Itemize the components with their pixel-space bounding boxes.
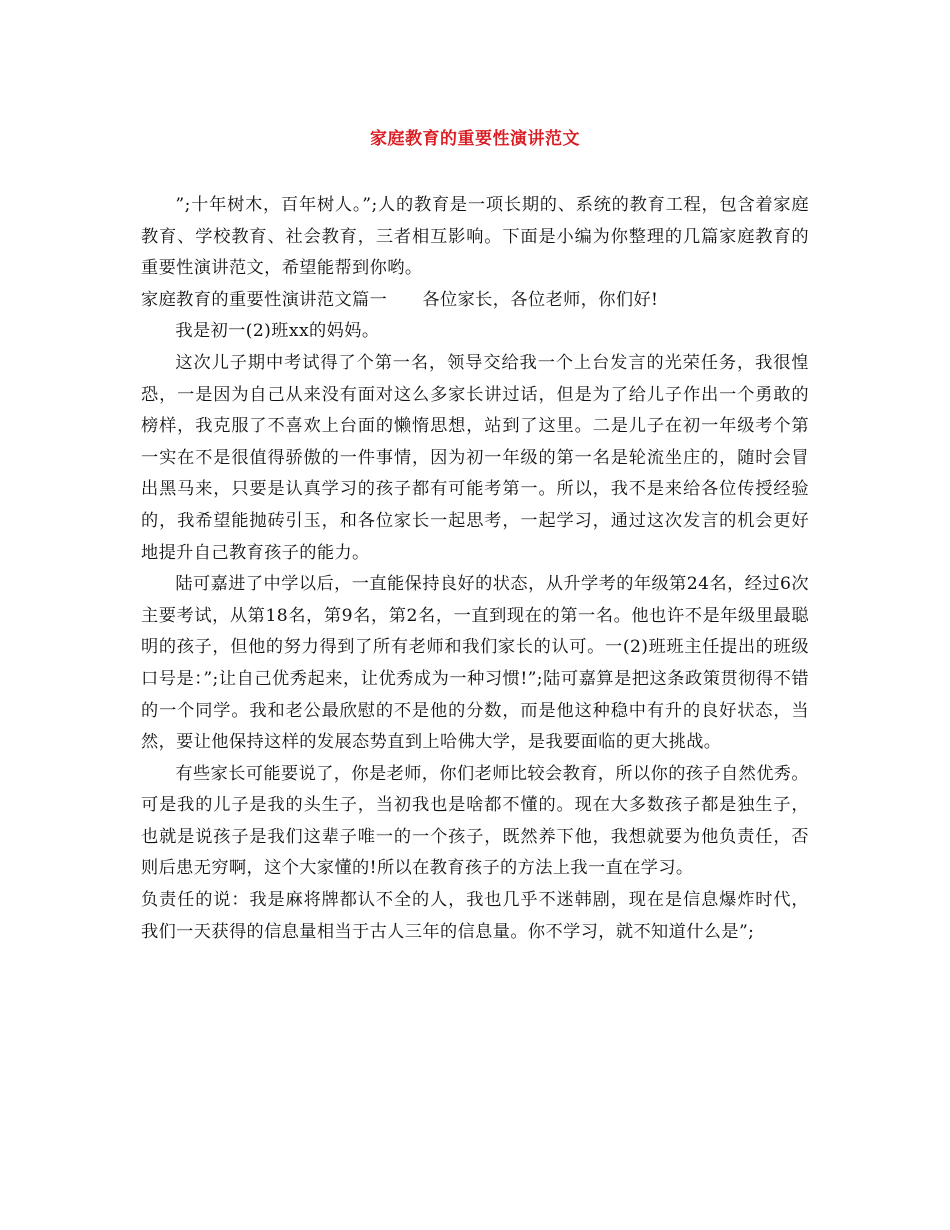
section-heading: 家庭教育的重要性演讲范文篇一 各位家长，各位老师，你们好! — [141, 289, 659, 310]
document-body — [141, 190, 809, 948]
paragraph-greeting: 我是初一(2)班xx的妈妈。 — [175, 321, 380, 342]
document-title: 家庭教育的重要性演讲范文 — [370, 129, 580, 149]
paragraph-body-4: 负责任的说：我是麻将牌都认不全的人，我也几乎不迷韩剧，现在是信息爆炸时代，我们一天获得的信息量相当于古人三年的信息量。你不学习，就不知道什么是”; — [141, 890, 809, 942]
paragraph-body-1: 这次儿子期中考试得了个第一名，领导交给我一个上台发言的光荣任务，我很惶恐，一是因为自己从来没有面对这么多家长讲过话，但是为了给儿子作出一个勇敢的榜样，我克服了不喜欢上台面的懒惰思想，站到了这里。二是儿子在初一年级考个第一实在不是很值得骄傲的一件事情，因为初一年级的第一名是轮流坐庄的，随时会冒出黑马来，只要是认真学习的孩子都有可能考第一。所以，我不是来给各位传授经验的，我希望能抛砖引玉，和各位家长一起思考，一起学习，通过这次发言的机会更好地提升自己教育孩子的能力。 — [141, 352, 809, 563]
paragraph-body-3: 有些家长可能要说了，你是老师，你们老师比较会教育，所以你的孩子自然优秀。可是我的儿子是我的头生子，当初我也是啥都不懂的。现在大多数孩子都是独生子，也就是说孩子是我们这辈子唯一的一个孩子，既然养下他，我想就要为他负责任，否则后患无穷啊，这个大家懂的!所以在教育孩子的方法上我一直在学习。 — [141, 763, 809, 879]
paragraph-intro: ”;十年树木，百年树人。”;人的教育是一项长期的、系统的教育工程，包含着家庭教育、学校教育、社会教育，三者相互影响。下面是小编为你整理的几篇家庭教育的重要性演讲范文，希望能帮到你哟。 — [141, 195, 809, 279]
paragraph-body-2: 陆可嘉进了中学以后，一直能保持良好的状态，从升学考的年级第24名，经过6次主要考试，从第18名，第9名，第2名，一直到现在的第一名。他也许不是年级里最聪明的孩子，但他的努力得到了所有老师和我们家长的认可。一(2)班班主任提出的班级口号是：”;让自己优秀起来，让优秀成为一种习惯!”;陆可嘉算是把这条政策贯彻得不错的一个同学。我和老公最欣慰的不是他的分数，而是他这种稳中有升的良好状态，当然，要让他保持这样的发展态势直到上哈佛大学，是我要面临的更大挑战。 — [141, 574, 809, 753]
